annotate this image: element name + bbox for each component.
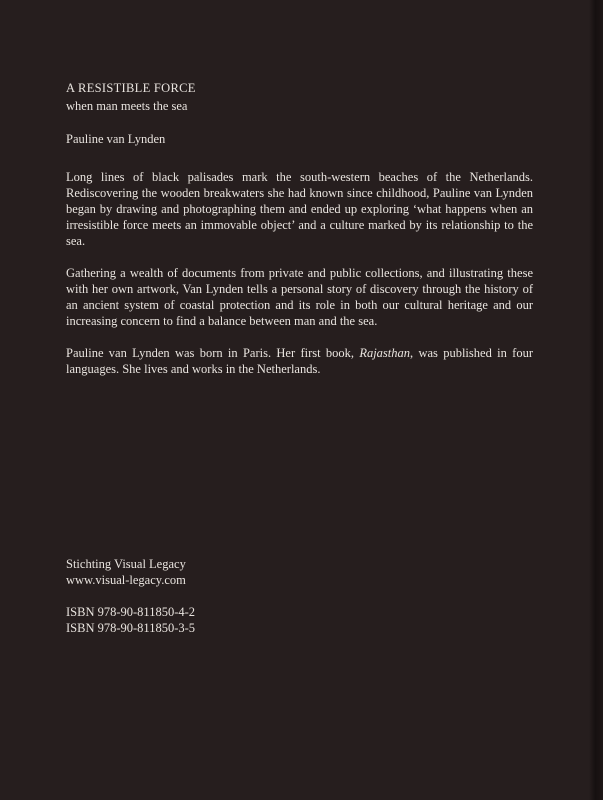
author-bio-paragraph: [66, 345, 533, 377]
cover-edge-shadow: [589, 0, 603, 800]
publisher-name: Stichting Visual Legacy: [66, 557, 186, 571]
blurb-paragraph-2: Gathering a wealth of documents from private and public collections, and illustrating these with her own artwork, Van Lynden tells a personal story of discovery through the history of an ancient system of coastal protection and its role in both our cultural heritage and our increasing concern to find a balance between man and the sea.: [66, 266, 533, 328]
book-title: A RESISTIBLE FORCE: [66, 81, 196, 95]
blurb-block: [66, 80, 533, 377]
publisher-block: [66, 556, 366, 588]
bio-text-end: , was published in four languages. She lives and works in the Netherlands.: [66, 346, 533, 376]
isbn-block: [66, 604, 366, 636]
isbn-line: ISBN 978-90-811850-3-5: [66, 621, 196, 635]
previous-book-title: Rajasthan: [359, 346, 411, 360]
book-subtitle: when man meets the sea: [66, 99, 188, 113]
publisher-website: www.visual-legacy.com: [66, 573, 186, 587]
isbn-line: ISBN 978-90-811850-4-2: [66, 605, 196, 619]
author-name: Pauline van Lynden: [66, 132, 166, 146]
blurb-paragraph-1: Long lines of black palisades mark the south-western beaches of the Netherlands. Rediscovering the wooden breakwaters she had known since childhood, Pauline van Lynden began by drawing and photographing them and ended up exploring ‘what happens when an irresistible force meets an immovable object’ and a culture marked by its relationship to the sea.: [66, 170, 533, 248]
bio-text-start: Pauline van Lynden was born in Paris. Her first book,: [66, 346, 360, 360]
